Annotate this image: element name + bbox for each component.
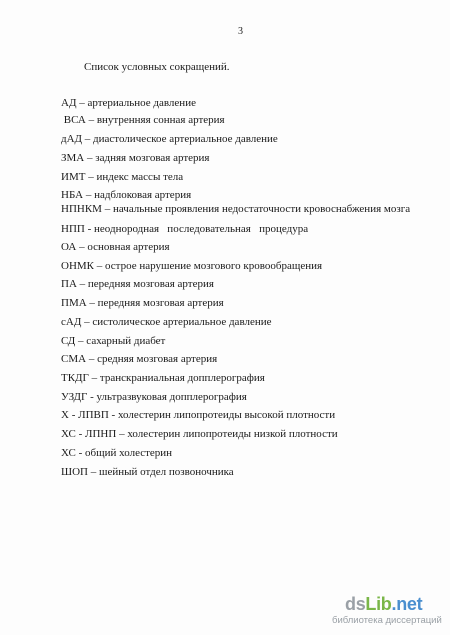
abbreviation-definition: начальные проявления недостаточности кровоснабжения мозга: [112, 203, 411, 215]
abbreviation-definition: средняя мозговая артерия: [97, 353, 218, 365]
abbreviation-separator: –: [86, 353, 98, 365]
abbreviation-term: ОА: [61, 241, 77, 253]
abbreviation-separator: -: [75, 447, 86, 459]
abbreviation-separator: –: [87, 466, 99, 478]
abbreviation-definition: индекс массы тела: [96, 171, 184, 183]
abbreviation-entry: [61, 133, 278, 146]
abbreviation-separator: –: [76, 241, 88, 253]
abbreviation-entry: [61, 114, 225, 127]
abbreviation-entry: [61, 335, 165, 348]
abbreviation-entry: [61, 203, 410, 216]
abbreviation-definition: передняя мозговая артерия: [97, 297, 224, 309]
abbreviation-definition: общий холестерин: [85, 447, 173, 459]
abbreviation-separator: –: [85, 171, 97, 183]
abbreviation-term: дАД: [61, 133, 83, 145]
abbreviation-definition: задняя мозговая артерия: [95, 152, 210, 164]
abbreviation-term: ПА: [61, 278, 77, 290]
abbreviation-separator: -: [87, 391, 97, 403]
abbreviation-separator: –: [84, 152, 96, 164]
abbreviation-separator: -: [108, 409, 118, 421]
abbreviation-term: НБА: [61, 189, 84, 201]
abbreviation-list-title: Список условных сокращений.: [84, 61, 230, 73]
abbreviation-term: Х - ЛПВП: [61, 409, 109, 421]
abbreviation-separator: –: [101, 203, 113, 215]
abbreviation-definition: ультразвуковая допплерография: [96, 391, 247, 403]
abbreviation-term: НПНКМ: [61, 203, 102, 215]
abbreviation-entry: [61, 466, 234, 479]
abbreviation-entry: [61, 278, 214, 291]
abbreviation-separator: –: [83, 189, 95, 201]
page-number: 3: [238, 26, 243, 37]
abbreviation-term: сАД: [61, 316, 82, 328]
abbreviation-separator: –: [76, 278, 88, 290]
abbreviation-term: ХС: [61, 447, 76, 459]
abbreviation-definition: транскраниальная допплерография: [99, 372, 265, 384]
abbreviation-term: ОНМК: [61, 260, 95, 272]
abbreviation-entry: [61, 152, 210, 165]
abbreviation-term: ТКДГ: [61, 372, 89, 384]
dslib-logo: dsLib.net: [345, 594, 423, 614]
abbreviation-term: ШОП: [61, 466, 88, 478]
abbreviation-entry: [61, 97, 196, 110]
abbreviation-separator: –: [88, 372, 100, 384]
abbreviation-term: АД: [61, 97, 77, 109]
abbreviation-term: СД: [61, 335, 76, 347]
abbreviation-entry: [61, 409, 335, 422]
abbreviation-entry: [61, 189, 191, 202]
abbreviation-entry: [61, 316, 272, 329]
abbreviation-term: СМА: [61, 353, 87, 365]
abbreviation-separator: –: [85, 114, 97, 126]
abbreviation-definition: основная артерия: [87, 241, 170, 253]
abbreviation-definition: сахарный диабет: [86, 335, 166, 347]
abbreviation-term: НПП: [61, 223, 85, 235]
abbreviation-term: ХС - ЛПНП: [61, 428, 117, 440]
abbreviation-separator: -: [84, 223, 95, 235]
abbreviation-term: УЗДГ: [61, 391, 88, 403]
dslib-watermark: [332, 594, 445, 626]
abbreviation-term: ЗМА: [61, 152, 85, 164]
abbreviation-entry: [61, 391, 247, 404]
abbreviation-definition: острое нарушение мозгового кровообращения: [105, 260, 323, 272]
abbreviation-definition: надблоковая артерия: [94, 189, 192, 201]
abbreviation-separator: –: [82, 133, 94, 145]
abbreviation-entry: [61, 171, 183, 184]
abbreviation-entry: [61, 428, 338, 441]
abbreviation-definition: неоднородная последовательная процедура: [94, 223, 309, 235]
abbreviation-entry: [61, 447, 172, 460]
abbreviation-definition: внутренняя сонная артерия: [96, 114, 225, 126]
abbreviation-entry: [61, 372, 265, 385]
abbreviation-separator: –: [81, 316, 93, 328]
abbreviation-separator: –: [76, 97, 88, 109]
abbreviation-entry: [61, 297, 224, 310]
abbreviation-separator: –: [116, 428, 128, 440]
abbreviation-definition: холестерин липопротеиды высокой плотности: [117, 409, 336, 421]
abbreviation-entry: [61, 223, 308, 236]
abbreviation-entry: [61, 353, 217, 366]
abbreviation-separator: –: [75, 335, 87, 347]
abbreviation-definition: шейный отдел позвоночника: [98, 466, 234, 478]
abbreviation-separator: –: [86, 297, 98, 309]
abbreviation-term: ВСА: [61, 114, 86, 126]
abbreviation-term: ПМА: [61, 297, 87, 309]
abbreviation-entry: [61, 241, 170, 254]
abbreviation-separator: –: [94, 260, 106, 272]
abbreviation-definition: диастолическое артериальное давление: [93, 133, 278, 145]
abbreviation-definition: передняя мозговая артерия: [87, 278, 214, 290]
abbreviation-definition: систолическое артериальное давление: [92, 316, 272, 328]
abbreviation-term: ИМТ: [61, 171, 86, 183]
abbreviation-definition: холестерин липопротеиды низкой плотности: [127, 428, 338, 440]
abbreviation-definition: артериальное давление: [87, 97, 196, 109]
dslib-caption: библиотека диссертаций: [332, 615, 442, 626]
abbreviation-entry: [61, 260, 322, 273]
